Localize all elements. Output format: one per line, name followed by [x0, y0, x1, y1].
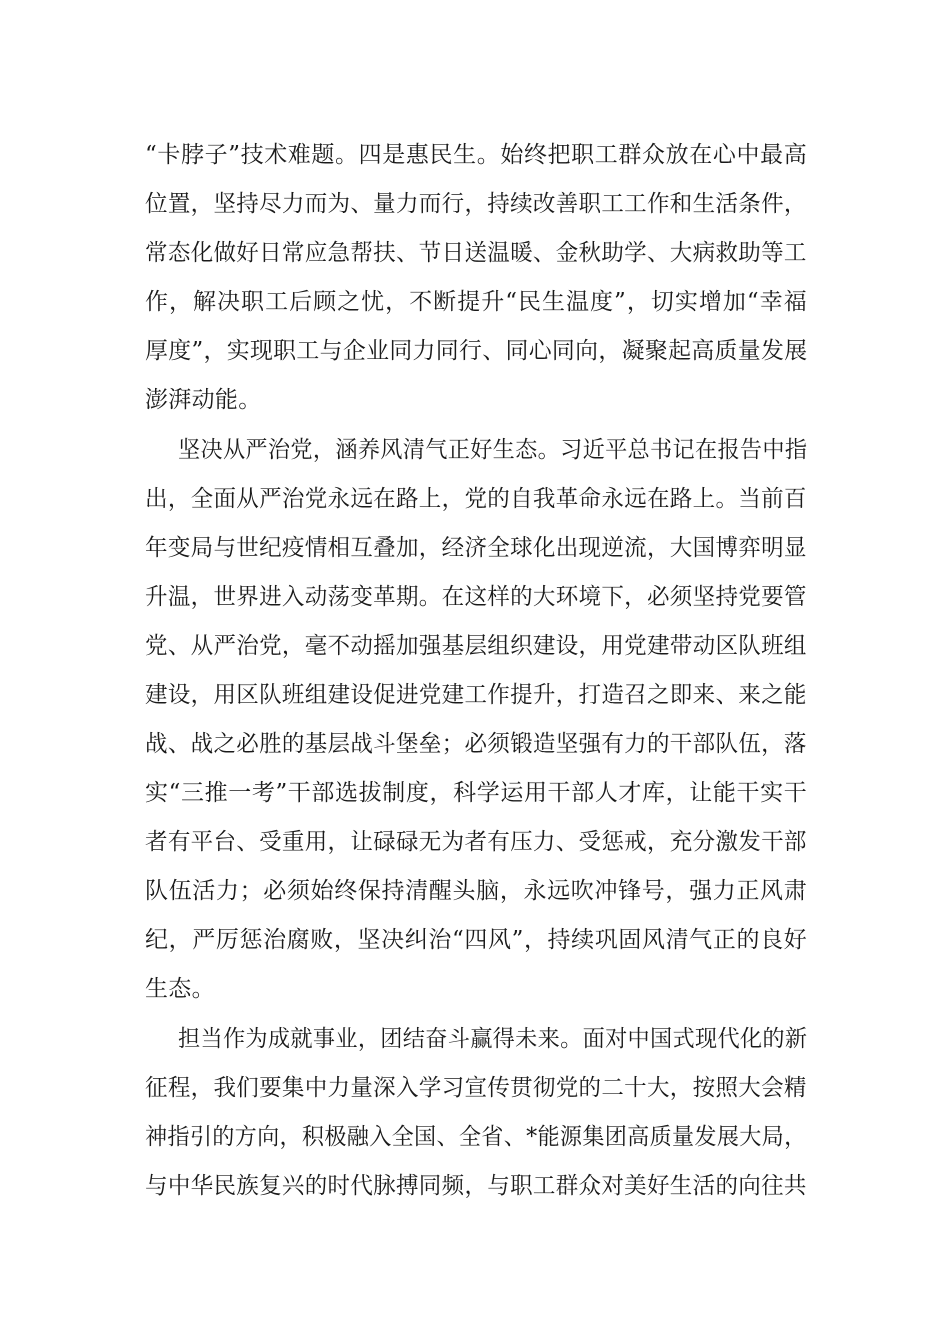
paragraph-3-line-1: 担当作为成就事业，团结奋斗赢得未来。面对中国式现代化的新 — [178, 1026, 808, 1052]
paragraph-2-line-12: 生态。 — [145, 976, 215, 1002]
paragraph-2-line-8: 实“三推一考”干部选拔制度，科学运用干部人才库，让能干实干 — [145, 780, 807, 806]
paragraph-2-line-7: 战、战之必胜的基层战斗堡垒；必须锻造坚强有力的干部队伍，落 — [145, 731, 807, 757]
paragraph-3-line-2: 征程，我们要集中力量深入学习宣传贯彻党的二十大，按照大会精 — [145, 1075, 807, 1101]
paragraph-2-line-4: 升温，世界进入动荡变革期。在这样的大环境下，必须坚持党要管 — [145, 584, 807, 610]
paragraph-1-line-4: 作，解决职工后顾之忧，不断提升“民生温度”，切实增加“幸福 — [145, 289, 807, 315]
paragraph-3-line-4: 与中华民族复兴的时代脉搏同频，与职工群众对美好生活的向往共 — [145, 1173, 807, 1199]
paragraph-1-line-1: “卡脖子”技术难题。四是惠民生。始终把职工群众放在心中最高 — [145, 142, 807, 168]
paragraph-2-line-3: 年变局与世纪疫情相互叠加，经济全球化出现逆流，大国博弈明显 — [145, 535, 807, 561]
paragraph-1-line-5: 厚度”，实现职工与企业同力同行、同心同向，凝聚起高质量发展 — [145, 338, 808, 364]
paragraph-1-line-3: 常态化做好日常应急帮扶、节日送温暖、金秋助学、大病救助等工 — [145, 240, 807, 266]
paragraph-2-line-1: 坚决从严治党，涵养风清气正好生态。习近平总书记在报告中指 — [178, 437, 808, 463]
paragraph-2-line-10: 队伍活力；必须始终保持清醒头脑，永远吹冲锋号，强力正风肃 — [145, 878, 807, 904]
paragraph-2-line-5: 党、从严治党，毫不动摇加强基层组织建设，用党建带动区队班组 — [145, 633, 807, 659]
paragraph-2-line-6: 建设，用区队班组建设促进党建工作提升，打造召之即来、来之能 — [145, 682, 807, 708]
paragraph-2-line-2: 出，全面从严治党永远在路上，党的自我革命永远在路上。当前百 — [145, 486, 807, 512]
paragraph-1-line-6: 澎湃动能。 — [145, 387, 262, 413]
paragraph-3-line-3: 神指引的方向，积极融入全国、全省、*能源集团高质量发展大局， — [145, 1124, 807, 1150]
paragraph-2-line-9: 者有平台、受重用，让碌碌无为者有压力、受惩戒，充分激发干部 — [145, 829, 807, 855]
paragraph-2-line-11: 纪，严厉惩治腐败，坚决纠治“四风”，持续巩固风清气正的良好 — [145, 927, 807, 953]
paragraph-1-line-2: 位置，坚持尽力而为、量力而行，持续改善职工工作和生活条件， — [145, 191, 807, 217]
